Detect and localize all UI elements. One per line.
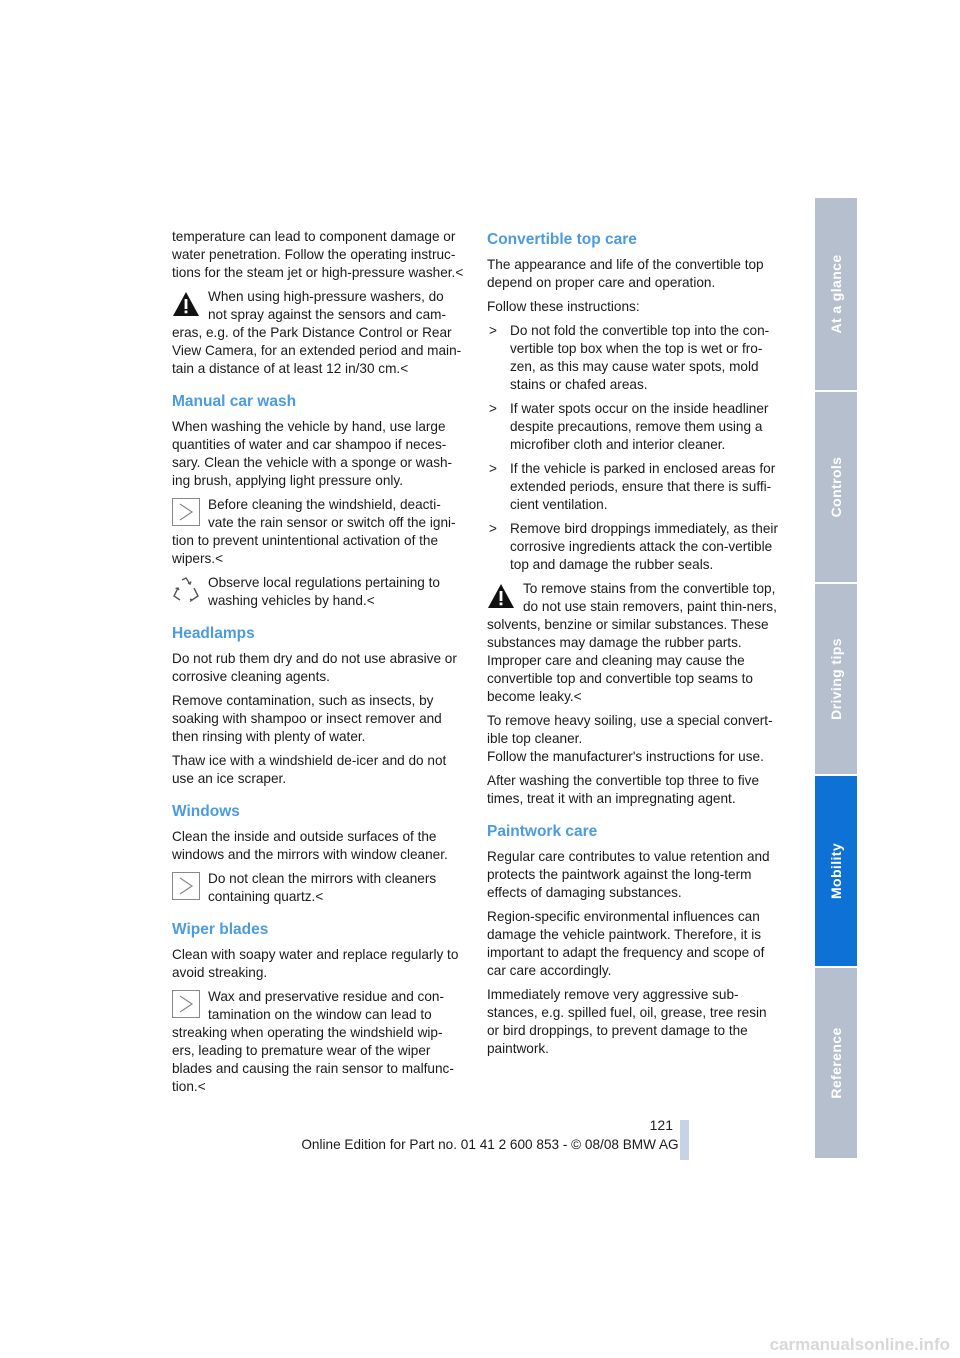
convertible-paragraph-2: Follow these instructions: bbox=[487, 299, 640, 314]
note-environment: Observe local regulations pertaining to washing vehicles by hand.< bbox=[172, 574, 464, 610]
note-arrow-icon bbox=[172, 990, 200, 1018]
paintwork-paragraph-1: Regular care contributes to value retention and protects the paintwork against the long-term effects of damaging substances. bbox=[487, 849, 770, 900]
right-column bbox=[487, 228, 782, 1064]
recycle-icon bbox=[172, 576, 200, 604]
paintwork-paragraph-3: Immediately remove very aggressive sub-stances, e.g. spilled fuel, oil, grease, tree resin or bird droppings, to prevent damage to the paintwork. bbox=[487, 987, 767, 1056]
list-item: > If the vehicle is parked in enclosed areas for extended periods, ensure that there is suffi-cient ventilation. bbox=[489, 461, 776, 512]
tab-mobility[interactable]: Mobility bbox=[815, 776, 857, 968]
note-rain-sensor: Before cleaning the windshield, deacti-vate the rain sensor or switch off the igni-tion to prevent unintentional activation of the wipers.< bbox=[172, 497, 456, 566]
list-item: > If water spots occur on the inside headliner despite precautions, remove them using a microfiber cloth and interior cleaner. bbox=[489, 401, 769, 452]
footer-edition: Online Edition for Part no. 01 41 2 600 853 - © 08/08 BMW AG bbox=[301, 1137, 679, 1152]
warning-note: When using high-pressure washers, do not spray against the sensors and cam-eras, e.g. of the Park Distance Control or Rear View Camera, for an extended period and main-tain a distance of at least 12 in/30 cm.< bbox=[172, 289, 462, 376]
warning-icon bbox=[172, 290, 200, 318]
tab-driving-tips[interactable]: Driving tips bbox=[815, 584, 857, 776]
note-arrow-icon bbox=[172, 872, 200, 900]
convertible-paragraph-3: To remove heavy soiling, use a special convert-ible top cleaner. Follow the manufacturer's instructions for use. bbox=[487, 713, 773, 764]
note-wipers: Wax and preservative residue and con-tamination on the window can lead to streaking when operating the windshield wip-ers, leading to premature wear of the wiper blades and causing the rain sensor to malfunc-tion.< bbox=[172, 989, 454, 1094]
left-column bbox=[172, 228, 464, 1102]
intro-paragraph: temperature can lead to component damage or water penetration. Follow the operating instruc-tions for the steam jet or high-pressure washer.< bbox=[172, 229, 464, 280]
paintwork-care-heading: Paintwork care bbox=[487, 823, 598, 840]
windows-heading: Windows bbox=[172, 803, 240, 820]
page-number: 121 bbox=[649, 1117, 673, 1133]
convertible-instructions-list bbox=[487, 322, 782, 574]
tab-at-a-glance[interactable]: At a glance bbox=[815, 198, 857, 392]
convertible-top-care-heading: Convertible top care bbox=[487, 231, 637, 248]
note-arrow-icon bbox=[172, 498, 200, 526]
list-item: > Remove bird droppings immediately, as their corrosive ingredients attack the con-vertible top and damage the rubber seals. bbox=[489, 521, 778, 572]
windows-paragraph: Clean the inside and outside surfaces of the windows and the mirrors with window cleaner. bbox=[172, 829, 448, 862]
manual-car-wash-heading: Manual car wash bbox=[172, 393, 297, 410]
warning-icon bbox=[487, 582, 515, 610]
headlamps-paragraph-1: Do not rub them dry and do not use abrasive or corrosive cleaning agents. bbox=[172, 651, 457, 684]
headlamps-paragraph-2: Remove contamination, such as insects, by soaking with shampoo or insect remover and then rinsing with plenty of water. bbox=[172, 693, 442, 744]
note-mirrors: Do not clean the mirrors with cleaners containing quartz.< bbox=[172, 870, 464, 906]
list-item: > Do not fold the convertible top into the con-vertible top box when the top is wet or fro-zen, as this may cause water spots, mold stains or chafed areas. bbox=[489, 323, 770, 392]
warning-note-stains: To remove stains from the convertible top, do not use stain removers, paint thin-ners, solvents, benzine or similar substances. These substances may damage the rubber parts. Improper care and cleaning may cause the convertible top and convertible top seams to become leaky.< bbox=[487, 581, 777, 704]
tab-controls[interactable]: Controls bbox=[815, 392, 857, 584]
paintwork-paragraph-2: Region-specific environmental influences can damage the vehicle paintwork. Therefore, it is important to adapt the frequency and scope of car care accordingly. bbox=[487, 909, 765, 978]
manual-car-wash-paragraph: When washing the vehicle by hand, use large quantities of water and car shampoo if neces-sary. Clean the vehicle with a sponge or wash-ing brush, applying light pressure only. bbox=[172, 419, 453, 488]
headlamps-paragraph-3: Thaw ice with a windshield de-icer and do not use an ice scraper. bbox=[172, 753, 447, 786]
wiper-blades-paragraph: Clean with soapy water and replace regularly to avoid streaking. bbox=[172, 947, 459, 980]
convertible-paragraph-1: The appearance and life of the convertible top depend on proper care and operation. bbox=[487, 257, 764, 290]
headlamps-heading: Headlamps bbox=[172, 625, 255, 642]
convertible-paragraph-4: After washing the convertible top three to five times, treat it with an impregnating agent. bbox=[487, 773, 760, 806]
watermark: carmanualsonline.info bbox=[769, 1335, 950, 1354]
wiper-blades-heading: Wiper blades bbox=[172, 921, 269, 938]
tab-reference[interactable]: Reference bbox=[815, 968, 857, 1160]
